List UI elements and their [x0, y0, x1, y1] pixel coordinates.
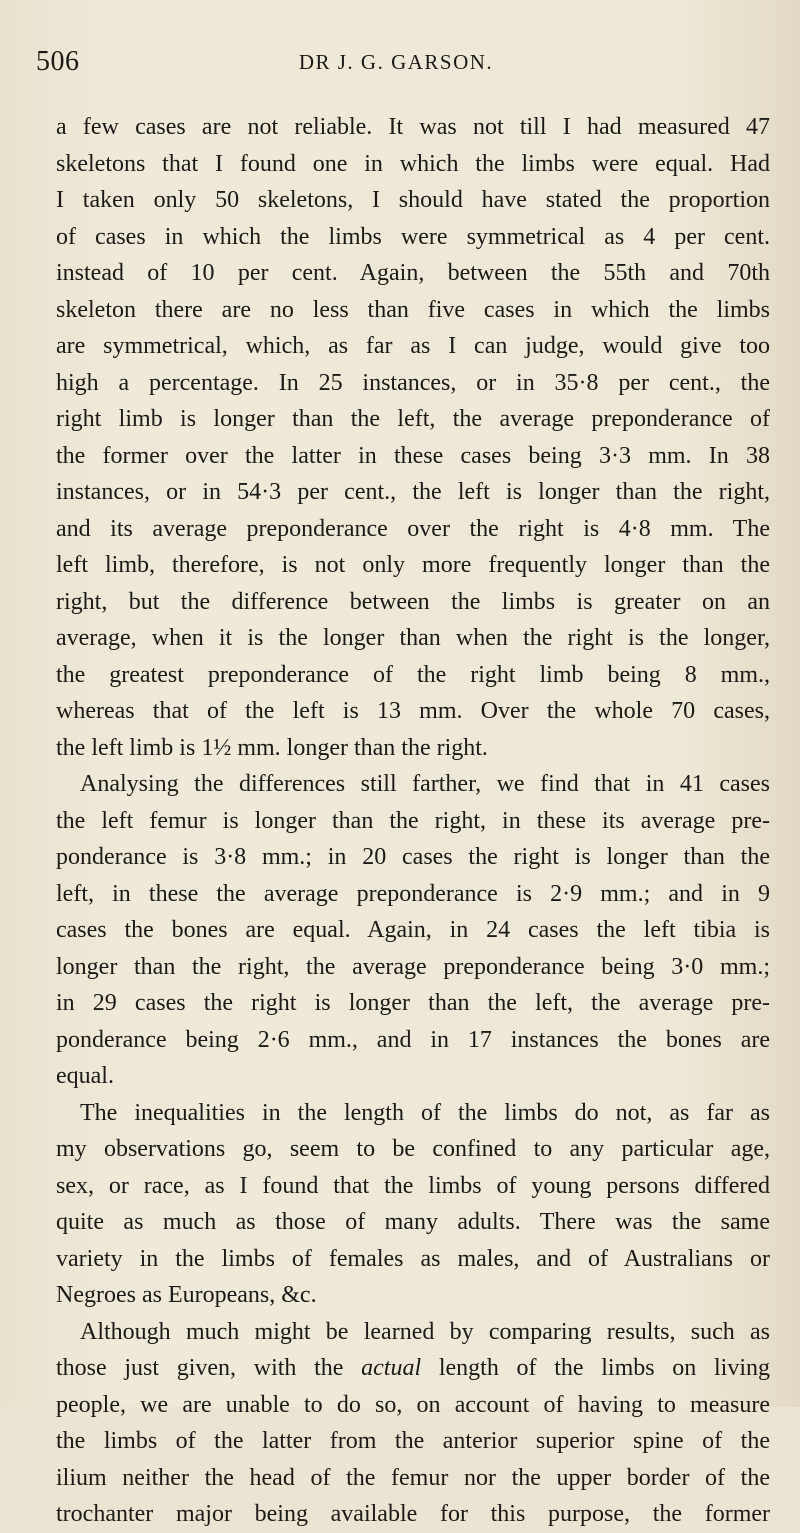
text-line: skeleton there are no less than five cases in which the limbs — [56, 296, 770, 323]
text-line: instead of 10 per cent. Again, between the 55th and 70th — [56, 260, 770, 286]
text-line: cases the bones are equal. Again, in 24 cases the left tibia is — [56, 917, 770, 943]
page-number: 506 — [36, 46, 80, 77]
text-line: high a percentage. In 25 instances, or in 35·8 per cent., the — [56, 369, 770, 396]
text-line: left, in these the average preponderance is 2·9 mm.; and in 9 — [56, 880, 770, 907]
paragraph-start-line: Analysing the differences still farther, we find that in 41 cases — [80, 771, 770, 797]
text-line: sex, or race, as I found that the limbs of young persons differed — [56, 1172, 770, 1199]
paragraph-start-line: The inequalities in the length of the limbs do not, as far as — [80, 1099, 770, 1126]
text-line: right, but the difference between the limbs is greater on an — [56, 588, 770, 615]
italic-word: actual — [361, 1355, 422, 1381]
text-line: whereas that of the left is 13 mm. Over the whole 70 cases, — [56, 698, 770, 724]
body-text — [56, 109, 770, 1533]
text-line: are symmetrical, which, as far as I can judge, would give too — [56, 333, 770, 359]
text-line: variety in the limbs of females as males, and of Australians or — [56, 1245, 770, 1272]
text-line: a few cases are not reliable. It was not till I had measured 47 — [56, 114, 770, 140]
text-line: ilium neither the head of the femur nor the upper border of the — [56, 1464, 770, 1491]
text-line: the former over the latter in these cases being 3·3 mm. In 38 — [56, 442, 770, 469]
text-line: ponderance is 3·8 mm.; in 20 cases the right is longer than the — [56, 844, 770, 870]
text-line: and its average preponderance over the right is 4·8 mm. The — [56, 515, 770, 542]
text-line: instances, or in 54·3 per cent., the left is longer than the right, — [56, 479, 770, 505]
page-header — [36, 46, 756, 86]
paragraph-end-line: Negroes as Europeans, &c. — [56, 1282, 317, 1308]
text-line: people, we are unable to do so, on account of having to measure — [56, 1391, 770, 1418]
text-line: of cases in which the limbs were symmetrical as 4 per cent. — [56, 223, 770, 250]
text-line: average, when it is the longer than when the right is the longer, — [56, 625, 770, 651]
text-line: skeletons that I found one in which the limbs were equal. Had — [56, 150, 770, 177]
text-line: longer than the right, the average preponderance being 3·0 mm.; — [56, 953, 770, 980]
text-line: I taken only 50 skeletons, I should have stated the proportion — [56, 187, 770, 213]
running-head: DR J. G. GARSON. — [298, 50, 494, 74]
paragraph-start-line: Although much might be learned by comparing results, such as — [80, 1318, 770, 1345]
text-line: trochanter major being available for this purpose, the former — [56, 1501, 770, 1527]
paragraph-end-line: equal. — [56, 1063, 114, 1089]
text-line: ponderance being 2·6 mm., and in 17 instances the bones are — [56, 1026, 770, 1053]
text-line-with-italic: those just given, with the actual length of the limbs on living — [56, 1355, 770, 1381]
text-line: quite as much as those of many adults. There was the same — [56, 1209, 770, 1235]
text-line: the limbs of the latter from the anterior superior spine of the — [56, 1428, 770, 1454]
text-line: the greatest preponderance of the right limb being 8 mm., — [56, 661, 770, 688]
text-line: in 29 cases the right is longer than the left, the average pre- — [56, 990, 770, 1016]
paragraph-end-line: the left limb is 1½ mm. longer than the right. — [56, 734, 488, 761]
text-line: right limb is longer than the left, the average preponderance of — [56, 406, 770, 432]
text-line: my observations go, seem to be confined to any particular age, — [56, 1136, 770, 1162]
text-line: the left femur is longer than the right, in these its average pre- — [56, 807, 770, 834]
text-line: left limb, therefore, is not only more frequently longer than the — [56, 552, 770, 578]
